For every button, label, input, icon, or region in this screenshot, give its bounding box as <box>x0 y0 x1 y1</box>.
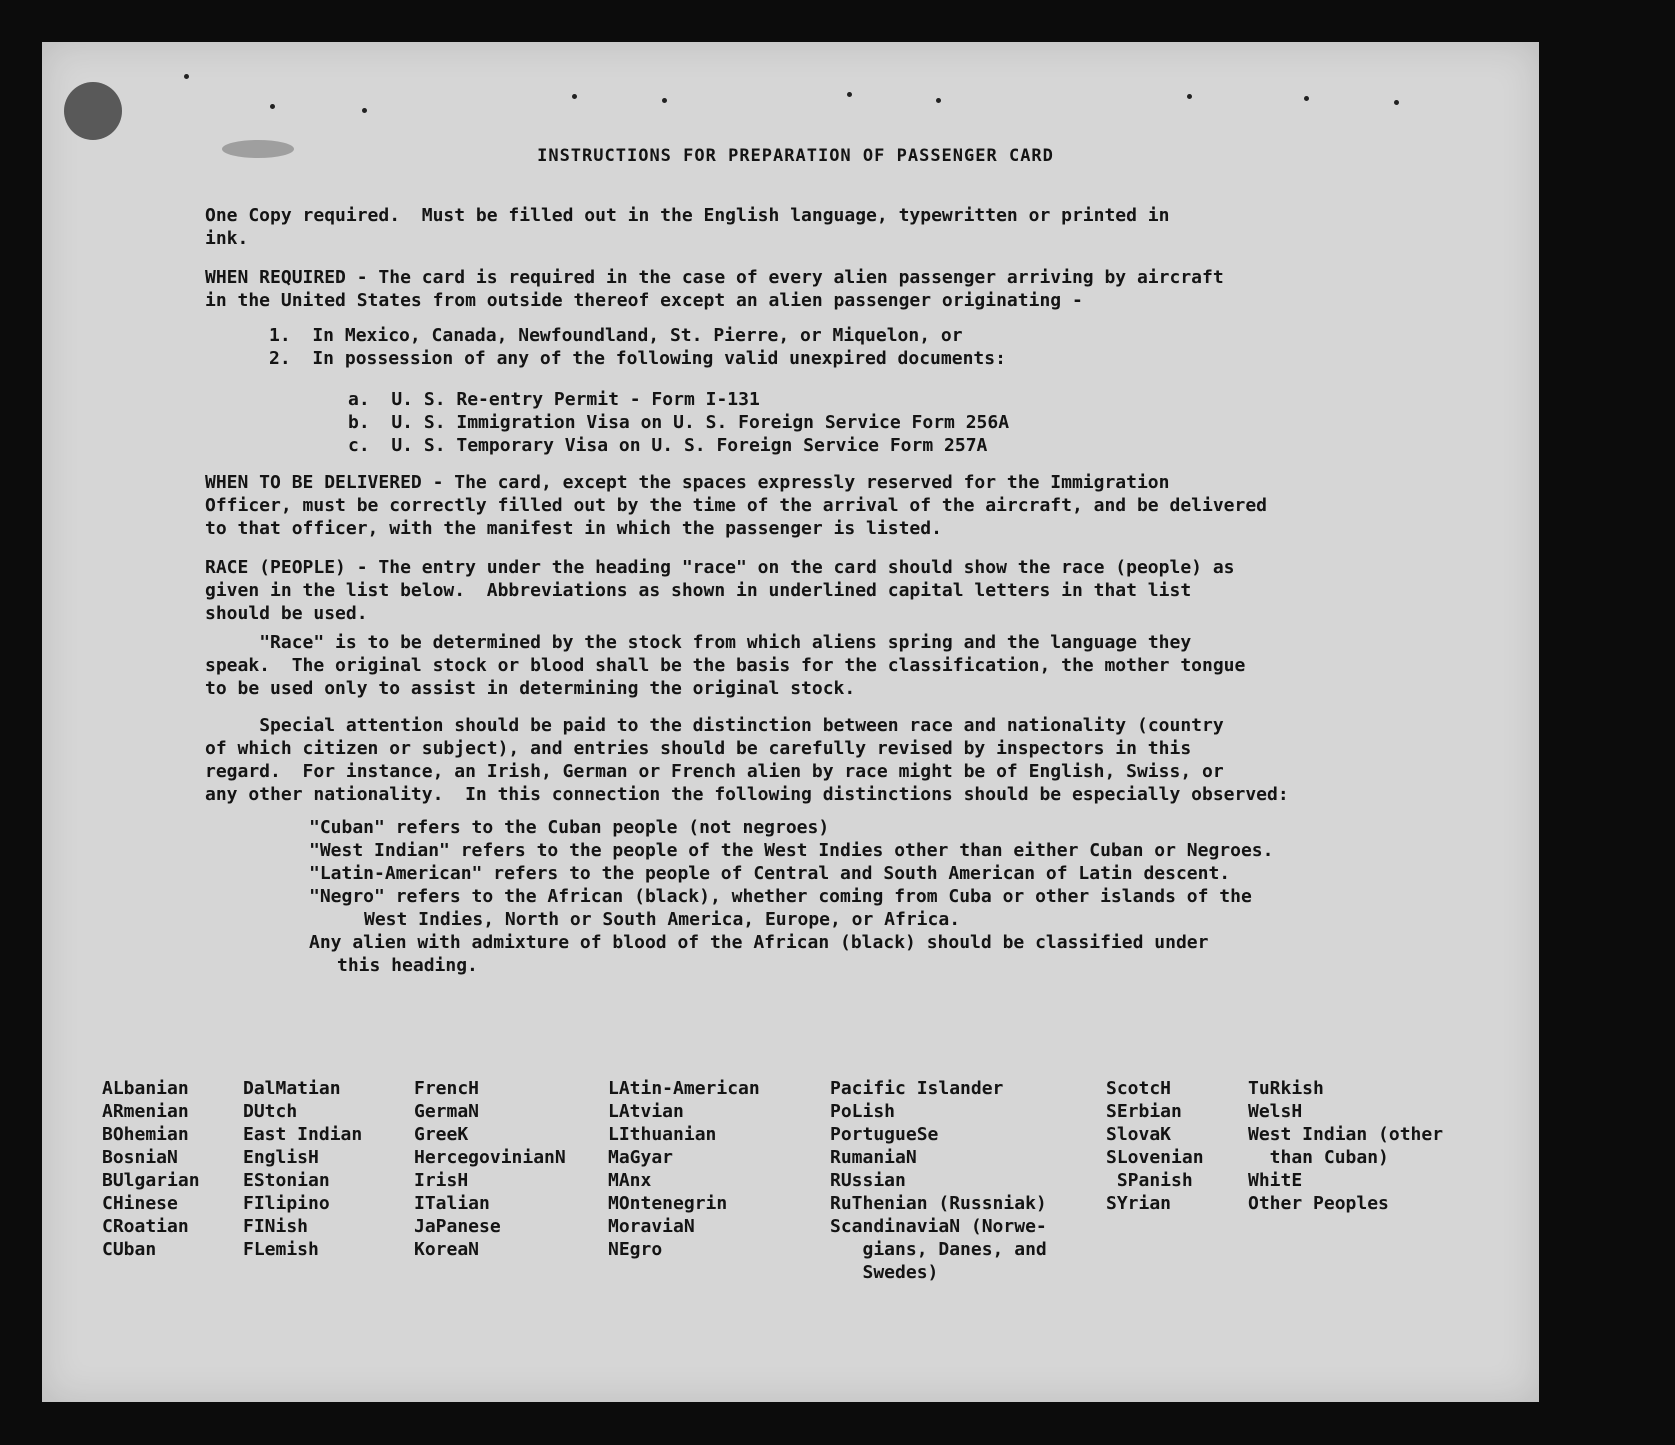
race-entry: GermaN <box>414 1101 480 1122</box>
speck <box>270 104 275 109</box>
race-entry: BOhemian <box>102 1124 189 1145</box>
race-entry: FIlipino <box>243 1193 330 1214</box>
list-item: "Negro" refers to the African (black), whether coming from Cuba or other islands of the <box>309 886 1252 907</box>
race-entry: SYrian <box>1106 1193 1172 1214</box>
documents-list <box>205 388 1515 457</box>
race-entry: ARmenian <box>102 1101 189 1122</box>
instructions-body <box>205 204 1515 977</box>
race-entry: RumaniaN <box>830 1147 917 1168</box>
race-entry: TuRkish <box>1248 1078 1324 1099</box>
page-title: INSTRUCTIONS FOR PREPARATION OF PASSENGER CARD <box>537 146 1054 166</box>
race-entry: Other Peoples <box>1248 1193 1389 1214</box>
when-required-paragraph: WHEN REQUIRED - The card is required in the case of every alien passenger arriving by aircraft in the United States from outside thereof except an alien passenger originating - <box>205 267 1224 311</box>
speck <box>572 94 577 99</box>
special-attention-paragraph: Special attention should be paid to the distinction between race and nationality (country of which citizen or subject), and entries should be carefully revised by inspectors in this regard. For instance, an Irish, German or French alien by race might be of English, Swiss, or any other nationality. In this connection the following distinctions should be especially observed: <box>205 715 1289 805</box>
race-entry: Pacific Islander <box>830 1078 1004 1099</box>
race-entry: MoraviaN <box>608 1216 695 1237</box>
list-item-continuation: this heading. <box>337 955 478 976</box>
race-entry: WhitE <box>1248 1170 1303 1191</box>
speck <box>936 98 941 103</box>
list-item: "West Indian" refers to the people of the West Indies other than either Cuban or Negroes. <box>309 840 1274 861</box>
race-entry: FINish <box>243 1216 309 1237</box>
race-entry: FrencH <box>414 1078 480 1099</box>
race-entry: GreeK <box>414 1124 469 1145</box>
race-entry: than Cuban) <box>1248 1147 1389 1168</box>
document-page <box>42 42 1539 1402</box>
race-entry: BUlgarian <box>102 1170 200 1191</box>
list-item: 1. In Mexico, Canada, Newfoundland, St. Pierre, or Miquelon, or <box>269 325 963 346</box>
speck <box>847 92 852 97</box>
list-item: 2. In possession of any of the following valid unexpired documents: <box>269 348 1006 369</box>
race-entry: CRoatian <box>102 1216 189 1237</box>
race-entry: MaGyar <box>608 1147 674 1168</box>
race-entry: RuThenian (Russniak) <box>830 1193 1047 1214</box>
race-entry: MAnx <box>608 1170 652 1191</box>
race-entry: SlovaK <box>1106 1124 1172 1145</box>
race-entry: EStonian <box>243 1170 330 1191</box>
race-entry: PoLish <box>830 1101 896 1122</box>
race-entry: SLovenian <box>1106 1147 1204 1168</box>
race-entry: ALbanian <box>102 1078 189 1099</box>
race-entry: gians, Danes, and <box>830 1239 1047 1260</box>
race-entry: PortugueSe <box>830 1124 939 1145</box>
speck <box>662 98 667 103</box>
race-entry: MOntenegrin <box>608 1193 728 1214</box>
speck <box>1304 96 1309 101</box>
race-entry: BosniaN <box>102 1147 178 1168</box>
race-entry: DalMatian <box>243 1078 341 1099</box>
list-item: "Cuban" refers to the Cuban people (not negroes) <box>309 817 830 838</box>
race-list <box>102 1077 1522 1284</box>
race-column <box>1248 1077 1498 1284</box>
race-entry: LAtin-American <box>608 1078 760 1099</box>
list-item: "Latin-American" refers to the people of Central and South American of Latin descent. <box>309 863 1231 884</box>
list-item: Any alien with admixture of blood of the African (black) should be classified under <box>309 932 1209 953</box>
race-entry: WelsH <box>1248 1101 1303 1122</box>
distinctions-list <box>205 816 1515 977</box>
speck <box>1394 100 1399 105</box>
ink-smudge <box>64 82 122 140</box>
speck <box>362 108 367 113</box>
race-column <box>102 1077 243 1284</box>
race-entry: IrisH <box>414 1170 469 1191</box>
race-entry: ScandinaviaN (Norwe- <box>830 1216 1047 1237</box>
race-column <box>243 1077 414 1284</box>
race-entry: RUssian <box>830 1170 906 1191</box>
race-entry: SErbian <box>1106 1101 1182 1122</box>
race-entry: FLemish <box>243 1239 319 1260</box>
race-entry: LAtvian <box>608 1101 684 1122</box>
race-entry: Swedes) <box>830 1262 939 1283</box>
list-item: c. U. S. Temporary Visa on U. S. Foreign Service Form 257A <box>348 435 988 456</box>
race-column <box>608 1077 830 1284</box>
race-paragraph: RACE (PEOPLE) - The entry under the heading "race" on the card should show the race (people) as given in the list below. Abbreviations as shown in underlined capital letters in that list should be used. <box>205 557 1235 624</box>
race-definition-paragraph: "Race" is to be determined by the stock from which aliens spring and the language they speak. The original stock or blood shall be the basis for the classification, the mother tongue to be used only to assist in determining the original stock. <box>205 632 1246 699</box>
race-entry: SPanish <box>1106 1170 1193 1191</box>
race-entry: CHinese <box>102 1193 178 1214</box>
race-column <box>414 1077 608 1284</box>
speck <box>184 74 189 79</box>
race-entry: ScotcH <box>1106 1078 1172 1099</box>
copy-paragraph: One Copy required. Must be filled out in the English language, typewritten or printed in ink. <box>205 205 1170 249</box>
race-entry: NEgro <box>608 1239 663 1260</box>
race-entry: West Indian (other <box>1248 1124 1444 1145</box>
list-item: b. U. S. Immigration Visa on U. S. Foreign Service Form 256A <box>348 412 1010 433</box>
race-entry: LIthuanian <box>608 1124 717 1145</box>
origin-list <box>205 324 1515 370</box>
race-entry: EnglisH <box>243 1147 319 1168</box>
race-column <box>1106 1077 1248 1284</box>
list-item-continuation: West Indies, North or South America, Europe, or Africa. <box>364 909 961 930</box>
speck <box>1187 94 1192 99</box>
race-entry: East Indian <box>243 1124 363 1145</box>
when-delivered-paragraph: WHEN TO BE DELIVERED - The card, except the spaces expressly reserved for the Immigration Officer, must be correctly filled out by the time of the arrival of the aircraft, and be delivered to that officer, with the manifest in which the passenger is listed. <box>205 472 1268 539</box>
race-entry: KoreaN <box>414 1239 480 1260</box>
race-entry: ITalian <box>414 1193 490 1214</box>
race-entry: HercegovinianN <box>414 1147 566 1168</box>
race-column <box>830 1077 1106 1284</box>
race-entry: JaPanese <box>414 1216 501 1237</box>
race-entry: CUban <box>102 1239 157 1260</box>
list-item: a. U. S. Re-entry Permit - Form I-131 <box>348 389 760 410</box>
race-entry: DUtch <box>243 1101 298 1122</box>
